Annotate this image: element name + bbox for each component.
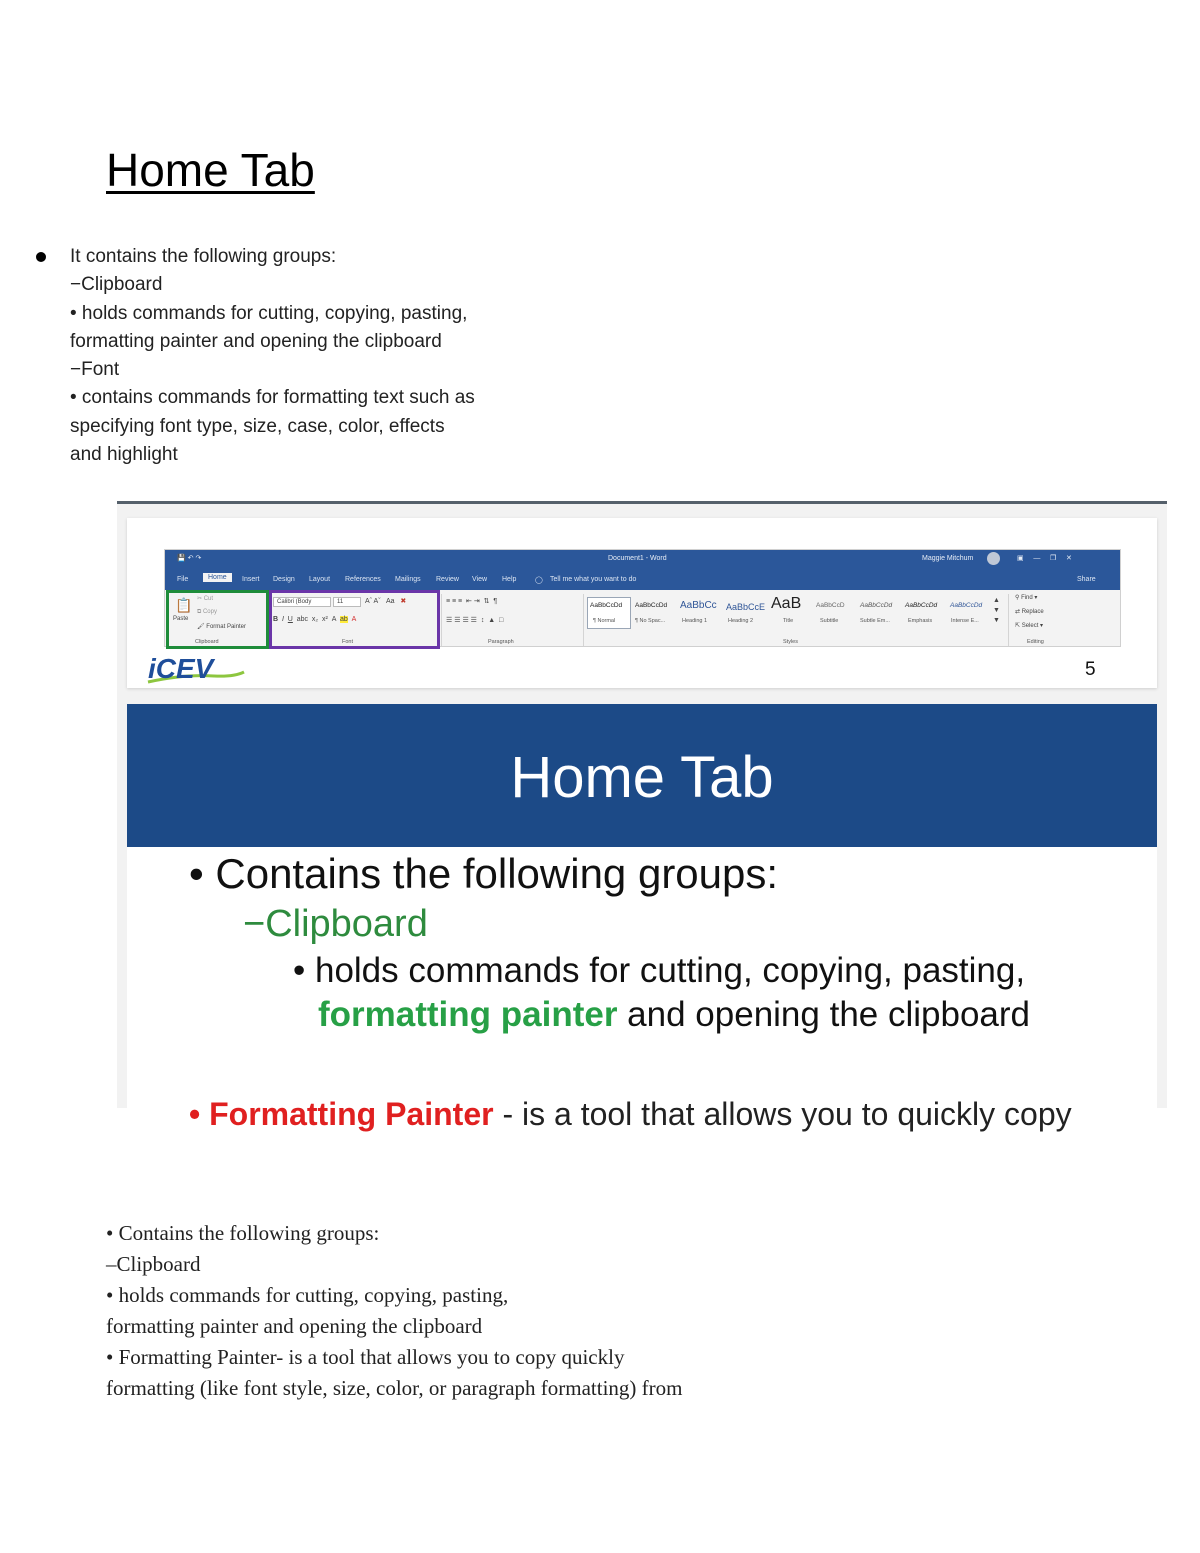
word-ribbon <box>164 549 1121 647</box>
tab-mailings[interactable]: Mailings <box>395 576 421 583</box>
format-painter-button[interactable]: 🖌 Format Painter <box>197 624 246 630</box>
notes-line: −Clipboard <box>70 274 163 296</box>
divider <box>1008 594 1009 646</box>
tell-me-input[interactable]: Tell me what you want to do <box>550 576 637 583</box>
paragraph-buttons-icon[interactable]: ≡ ≡ ≡ ⇤ ⇥ ⇅ ¶ <box>446 598 498 605</box>
save-icon: 💾 ↶ ↷ <box>177 555 202 562</box>
slide-bullet <box>189 1096 1072 1133</box>
copy-button[interactable]: ⧉ Copy <box>197 609 217 615</box>
alignment-buttons-icon[interactable]: ☰ ☰ ☰ ☰ ↕ ▲ □ <box>446 617 504 624</box>
share-button[interactable]: Share <box>1077 576 1096 583</box>
transcript-line: • Formatting Painter- is a tool that allows you to copy quickly <box>106 1345 625 1369</box>
tab-file[interactable]: File <box>177 576 189 583</box>
paste-button[interactable]: Paste <box>173 616 189 622</box>
copy-label: Copy <box>202 609 217 615</box>
slide-number: 5 <box>1085 659 1096 680</box>
tab-review[interactable]: Review <box>436 576 459 583</box>
page-title: Home Tab <box>106 144 315 196</box>
style-preview[interactable]: AaB <box>771 595 802 612</box>
font-format-buttons-icon[interactable]: B I U abc x₂ x² A ab A <box>273 616 357 623</box>
divider <box>441 594 442 646</box>
style-preview[interactable]: AaBbCcDd <box>950 602 983 609</box>
style-preview: AaBbCcDd <box>590 602 623 609</box>
format-painter-label: Format Painter <box>206 624 246 630</box>
font-group-label: Font <box>342 639 354 645</box>
icev-logo <box>144 652 254 688</box>
slide-top-panel <box>127 518 1157 688</box>
transcript-line: • holds commands for cutting, copying, pasting, <box>106 1283 509 1307</box>
divider <box>583 594 584 646</box>
style-name: Heading 1 <box>682 618 708 624</box>
notes-line: −Font <box>70 359 120 381</box>
find-button[interactable]: ⚲ Find ▾ <box>1015 595 1038 601</box>
font-highlight-box <box>269 590 440 649</box>
styles-group-label: Styles <box>783 639 798 645</box>
style-name: Heading 2 <box>728 618 754 624</box>
highlight-text: • Formatting Painter <box>189 1096 494 1132</box>
tab-view[interactable]: View <box>472 576 488 583</box>
tab-references[interactable]: References <box>345 576 381 583</box>
style-preview[interactable]: AaBbCcD <box>816 602 845 609</box>
style-preview[interactable]: AaBbCcDd <box>635 602 668 609</box>
user-name: Maggie Mitchum <box>922 555 974 562</box>
clipboard-highlight-box <box>166 590 269 649</box>
tab-help[interactable]: Help <box>502 576 517 583</box>
cut-label: Cut <box>203 596 214 602</box>
style-name: Title <box>783 618 794 624</box>
transcript-line: formatting painter and opening the clipboard <box>106 1314 483 1338</box>
clipboard-icon: 📋 <box>175 597 193 613</box>
notes-line: formatting painter and opening the clipboard <box>70 330 442 352</box>
select-button[interactable]: ⇱ Select ▾ <box>1015 623 1044 629</box>
style-name: Subtitle <box>820 618 839 624</box>
style-preview[interactable]: AaBbCc <box>680 600 717 611</box>
ribbon-titlebar <box>165 550 1120 590</box>
notes-line: • contains commands for formatting text such as <box>70 387 475 409</box>
avatar <box>987 552 1000 565</box>
slide-screenshot <box>117 501 1167 1132</box>
transcript-line: –Clipboard <box>106 1252 201 1276</box>
window-controls-icon: ▣ — ❐ ✕ <box>1017 555 1072 562</box>
bullet-icon <box>36 252 46 262</box>
clipboard-group-label: Clipboard <box>195 639 219 645</box>
document-name: Document1 - Word <box>608 555 667 562</box>
style-preview[interactable]: AaBbCcE <box>726 602 766 612</box>
notes-line: and highlight <box>70 444 178 466</box>
cut-button[interactable]: ✂ Cut <box>197 596 214 602</box>
slide-bullet: • Contains the following groups: <box>189 850 779 897</box>
slide-bullet <box>318 995 1030 1035</box>
style-name: ¶ Normal <box>593 618 616 624</box>
slide-banner <box>127 704 1157 847</box>
style-name: Emphasis <box>908 618 933 624</box>
style-preview[interactable]: AaBbCcDd <box>860 602 893 609</box>
styles-scroll-icon[interactable]: ▲ ▼ ▼ <box>993 597 1000 624</box>
font-name-select[interactable]: Calibri (Body <box>273 597 331 607</box>
replace-label: Replace <box>1021 609 1044 615</box>
style-preview[interactable]: AaBbCcDd <box>905 602 938 609</box>
find-label: Find <box>1021 595 1033 601</box>
notes-line: It contains the following groups: <box>70 246 337 267</box>
tab-layout[interactable]: Layout <box>309 576 331 583</box>
slide-subitem: −Clipboard <box>243 903 428 945</box>
highlight-text: formatting painter <box>318 995 618 1034</box>
transcript-line: formatting (like font style, size, color, or paragraph formatting) from <box>106 1376 683 1400</box>
select-label: Select <box>1021 623 1039 629</box>
editing-group-label: Editing <box>1027 639 1044 645</box>
slide-bullet: • holds commands for cutting, copying, pasting, <box>293 951 1026 990</box>
transcript-text <box>106 1218 806 1404</box>
slide-text: and opening the clipboard <box>617 995 1031 1034</box>
style-name: Intense E... <box>951 618 979 624</box>
tab-insert[interactable]: Insert <box>242 576 260 583</box>
replace-button[interactable]: ⇄ Replace <box>1015 609 1044 615</box>
font-size-select[interactable]: 11 <box>333 597 361 607</box>
slide-main <box>127 704 1157 1132</box>
slide-text: - is a tool that allows you to quickly copy <box>493 1096 1072 1132</box>
notes-list <box>70 243 630 469</box>
tab-home[interactable]: Home <box>203 573 232 582</box>
logo-text: iCEV <box>148 653 214 684</box>
paragraph-group-label: Paragraph <box>488 639 514 645</box>
tab-design[interactable]: Design <box>273 576 295 583</box>
slide-title: Home Tab <box>510 745 774 810</box>
style-name: Subtle Em... <box>860 618 890 624</box>
style-name: ¶ No Spac... <box>635 618 666 624</box>
lightbulb-icon: ◯ <box>535 577 543 584</box>
notes-line: • holds commands for cutting, copying, pasting, <box>70 302 468 324</box>
font-size-buttons-icon[interactable]: Aˆ Aˇ Aa ✖ <box>365 598 407 605</box>
notes-line: specifying font type, size, case, color, effects <box>70 415 445 437</box>
transcript-line: • Contains the following groups: <box>106 1221 380 1245</box>
